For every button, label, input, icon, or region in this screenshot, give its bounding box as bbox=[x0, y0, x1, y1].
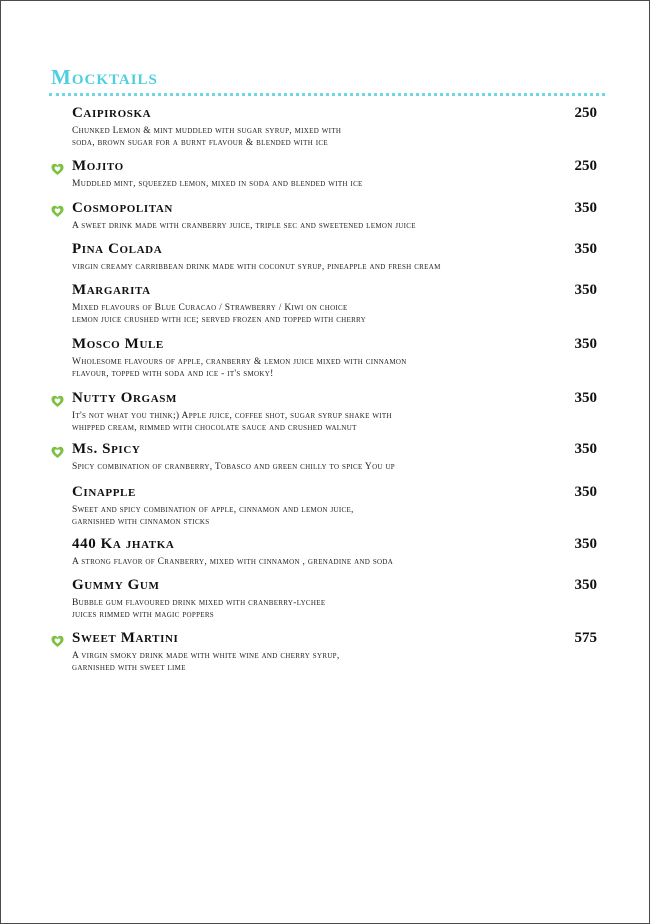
item-price: 350 bbox=[574, 200, 597, 216]
description-line: whipped cream, rimmed with chocolate sauce and crushed walnut bbox=[72, 423, 357, 433]
item-name: Mosco Mule bbox=[72, 336, 164, 352]
item-price: 350 bbox=[574, 536, 597, 552]
item-name: Cinapple bbox=[72, 484, 136, 500]
description-line: A virgin smoky drink made with white wine and cherry syrup, bbox=[72, 651, 340, 661]
description-line: A strong flavor of Cranberry, mixed with cinnamon , grenadine and soda bbox=[72, 557, 394, 567]
veg-heart-icon bbox=[51, 446, 64, 459]
description-line: lemon juice crushed with ice; served frozen and topped with cherry bbox=[72, 315, 366, 325]
item-description bbox=[72, 178, 572, 190]
item-description bbox=[72, 125, 572, 149]
item-name: Cosmopolitan bbox=[72, 200, 173, 216]
item-description bbox=[72, 597, 572, 621]
item-name: Ms. Spicy bbox=[72, 441, 141, 457]
description-line: Muddled mint, squeezed lemon, mixed in soda and blended with ice bbox=[72, 179, 363, 189]
item-name: Nutty Orgasm bbox=[72, 390, 177, 406]
item-price: 350 bbox=[574, 390, 597, 406]
description-line: soda, brown sugar for a burnt flavour & blended with ice bbox=[72, 138, 328, 148]
item-price: 350 bbox=[574, 577, 597, 593]
item-price: 350 bbox=[574, 241, 597, 257]
item-description bbox=[72, 504, 572, 528]
section-title: Mocktails bbox=[51, 65, 158, 89]
item-name: Caipiroska bbox=[72, 105, 152, 121]
veg-heart-icon bbox=[51, 205, 64, 218]
description-line: A sweet drink made with cranberry juice, triple sec and sweetened lemon juice bbox=[72, 221, 416, 231]
item-name: Pina Colada bbox=[72, 241, 163, 257]
item-description bbox=[72, 261, 572, 273]
dotted-divider bbox=[49, 93, 605, 96]
description-line: It's not what you think;) Apple juice, coffee shot, sugar syrup shake with bbox=[72, 411, 392, 421]
item-name: Margarita bbox=[72, 282, 151, 298]
description-line: Mixed flavours of Blue Curacao / Strawberry / Kiwi on choice bbox=[72, 303, 348, 313]
item-name: Gummy Gum bbox=[72, 577, 160, 593]
veg-heart-icon bbox=[51, 163, 64, 176]
item-price: 350 bbox=[574, 336, 597, 352]
veg-heart-icon bbox=[51, 395, 64, 408]
description-line: virgin creamy carribbean drink made with coconut syrup, pineapple and fresh cream bbox=[72, 262, 441, 272]
item-price: 350 bbox=[574, 484, 597, 500]
item-price: 575 bbox=[574, 630, 597, 646]
description-line: juices rimmed with magic poppers bbox=[72, 610, 215, 620]
item-description bbox=[72, 302, 572, 326]
item-description bbox=[72, 461, 572, 473]
description-line: Sweet and spicy combination of apple, cinnamon and lemon juice, bbox=[72, 505, 354, 515]
description-line: flavour, topped with soda and ice - it's smoky! bbox=[72, 369, 274, 379]
description-line: Chunked Lemon & mint muddled with sugar syrup, mixed with bbox=[72, 126, 342, 136]
item-description bbox=[72, 356, 572, 380]
item-price: 350 bbox=[574, 441, 597, 457]
description-line: Spicy combination of cranberry, Tobasco and green chilly to spice You up bbox=[72, 462, 395, 472]
item-description bbox=[72, 556, 572, 568]
item-name: Mojito bbox=[72, 158, 124, 174]
item-price: 250 bbox=[574, 158, 597, 174]
item-description bbox=[72, 650, 572, 674]
item-price: 250 bbox=[574, 105, 597, 121]
description-line: Bubble gum flavoured drink mixed with cranberry-lychee bbox=[72, 598, 326, 608]
item-name: 440 Ka jhatka bbox=[72, 536, 175, 552]
item-description bbox=[72, 220, 572, 232]
item-price: 350 bbox=[574, 282, 597, 298]
description-line: Wholesome flavours of apple, cranberry & lemon juice mixed with cinnamon bbox=[72, 357, 407, 367]
veg-heart-icon bbox=[51, 635, 64, 648]
description-line: garnished with sweet lime bbox=[72, 663, 186, 673]
description-line: garnished with cinnamon sticks bbox=[72, 517, 210, 527]
item-description bbox=[72, 410, 572, 434]
item-name: Sweet Martini bbox=[72, 630, 179, 646]
